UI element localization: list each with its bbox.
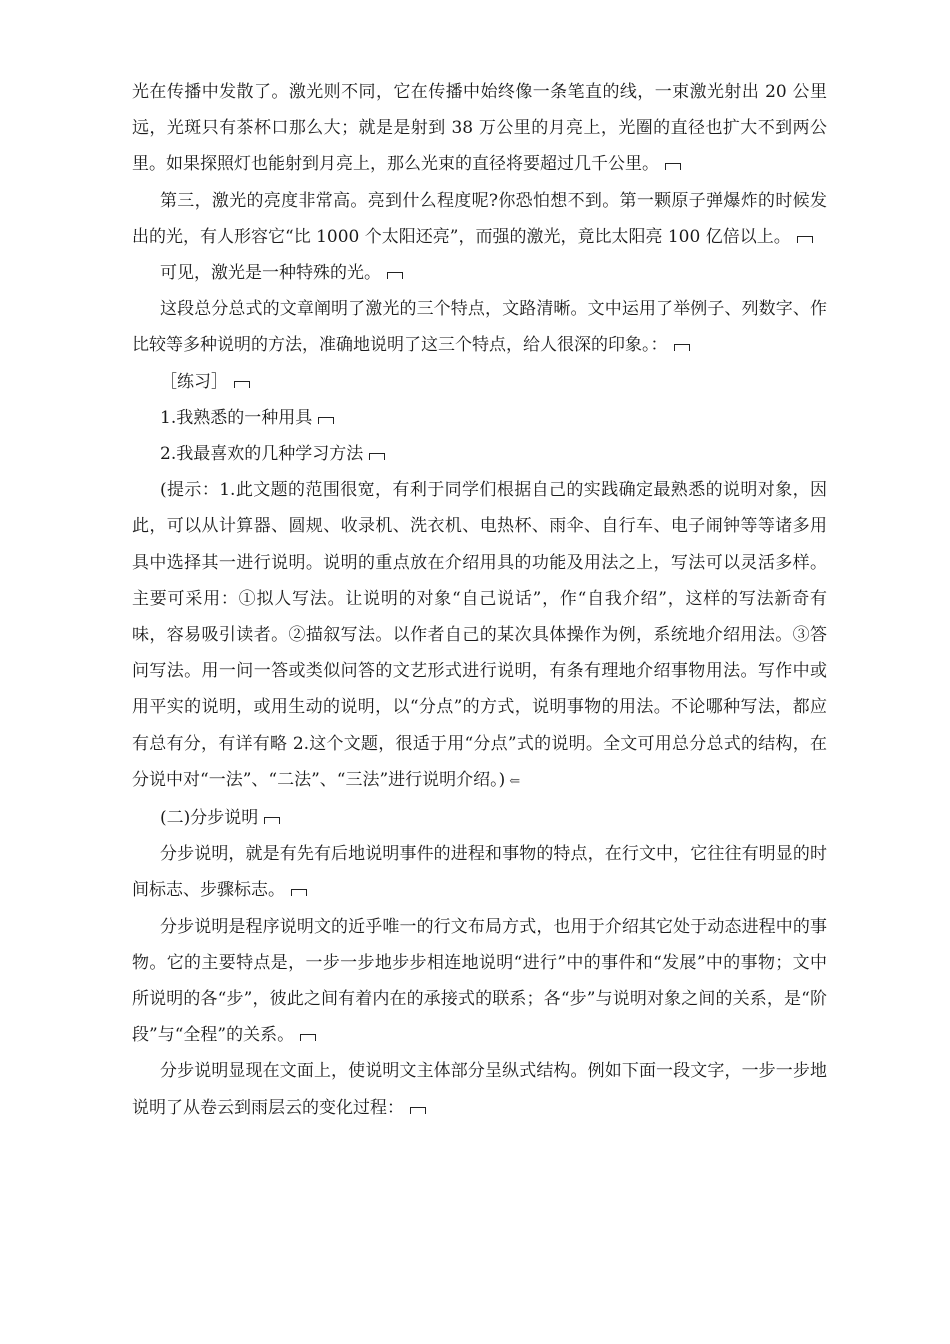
paragraph-step-definition <box>132 836 827 908</box>
paragraph-tail-mark: ⇐ <box>509 773 521 789</box>
paragraph-mark-icon <box>797 236 813 243</box>
paragraph-mark-icon <box>318 417 334 424</box>
paragraph-laser-direction <box>132 74 827 183</box>
paragraph-text: (提示：1.此文题的范围很宽，有利于同学们根据自己的实践确定最熟悉的说明对象，因此，可以从计算器、圆规、收录机、洗衣机、电热杯、雨伞、自行车、电子闹钟等等诸多用具中选择其一进行说明。说明的重点放在介绍用具的功能及用法之上，写法可以灵活多样。主要可采用：①拟人写法。让说明的对象“自己说话”，作“自我介绍”，这样的写法新奇有味，容易吸引读者。②描叙写法。以作者自己的某次具体操作为例，系统地介绍用法。③答问写法。用一问一答或类似问答的文艺形式进行说明，有条有理地介绍事物用法。写作中或用平实的说明，或用生动的说明，以“分点”的方式，说明事物的用法。不论哪种写法，都应有总有分，有详有略 2.这个文题，很适于用“分点”式的说明。全文可用总分总式的结构，在分说中对“一法”、“二法”、“三法”进行说明介绍。) <box>132 480 827 790</box>
paragraph-text: 可见，激光是一种特殊的光。 <box>160 263 381 284</box>
paragraph-mark-icon <box>291 889 307 896</box>
paragraph-text: 光在传播中发散了。激光则不同，它在传播中始终像一条笔直的线，一束激光射出 20 公里远，光斑只有茶杯口那么大；就是是射到 38 万公里的月亮上，光圈的直径也扩大不到两公里。如果探照灯也能射到月亮上，那么光束的直径将要超过几千公里。 <box>132 82 827 175</box>
section-heading-step-explanation <box>132 800 827 836</box>
paragraph-conclusion <box>132 255 827 291</box>
paragraph-step-example <box>132 1053 827 1125</box>
paragraph-mark-icon <box>674 344 690 351</box>
paragraph-hint <box>132 472 827 800</box>
paragraph-text: ［练习］ <box>160 371 228 392</box>
paragraph-text: 这段总分总式的文章阐明了激光的三个特点，文路清晰。文中运用了举例子、列数字、作比较等多种说明的方法，准确地说明了这三个特点，给人很深的印象。： <box>132 299 827 356</box>
paragraph-mark-icon <box>410 1107 426 1114</box>
paragraph-laser-brightness <box>132 183 827 255</box>
paragraph-text: 第三，激光的亮度非常高。亮到什么程度呢?你恐怕想不到。第一颗原子弹爆炸的时候发出的光，有人形容它“比 1000 个太阳还亮”，而强的激光，竟比太阳亮 100 亿倍以上。 <box>132 190 827 247</box>
exercise-item-2 <box>132 436 827 472</box>
paragraph-text: 分步说明显现在文面上，使说明文主体部分呈纵式结构。例如下面一段文字，一步一步地说明了从卷云到雨层云的变化过程： <box>132 1061 827 1118</box>
paragraph-mark-icon <box>264 817 280 824</box>
paragraph-text: 2.我最喜欢的几种学习方法 <box>160 444 364 465</box>
paragraph-summary <box>132 291 827 363</box>
paragraph-mark-icon <box>234 381 250 388</box>
paragraph-step-features <box>132 909 827 1054</box>
paragraph-text: 分步说明，就是有先有后地说明事件的进程和事物的特点，在行文中，它往往有明显的时间标志、步骤标志。 <box>132 844 827 901</box>
exercise-item-1 <box>132 400 827 436</box>
paragraph-mark-icon <box>300 1034 316 1041</box>
paragraph-text: 分步说明是程序说明文的近乎唯一的行文布局方式，也用于介绍其它处于动态进程中的事物。它的主要特点是，一步一步地步步相连地说明“进行”中的事件和“发展”中的事物；文中所说明的各“步”，彼此之间有着内在的承接式的联系；各“步”与说明对象之间的关系，是“阶段”与“全程”的关系。 <box>132 916 827 1046</box>
paragraph-text: 1.我熟悉的一种用具 <box>160 407 313 428</box>
document-page <box>132 74 827 1126</box>
paragraph-mark-icon <box>369 453 385 460</box>
paragraph-mark-icon <box>387 272 403 279</box>
paragraph-text: (二)分步说明 <box>160 808 259 829</box>
exercise-heading <box>132 364 827 400</box>
paragraph-mark-icon <box>665 163 681 170</box>
